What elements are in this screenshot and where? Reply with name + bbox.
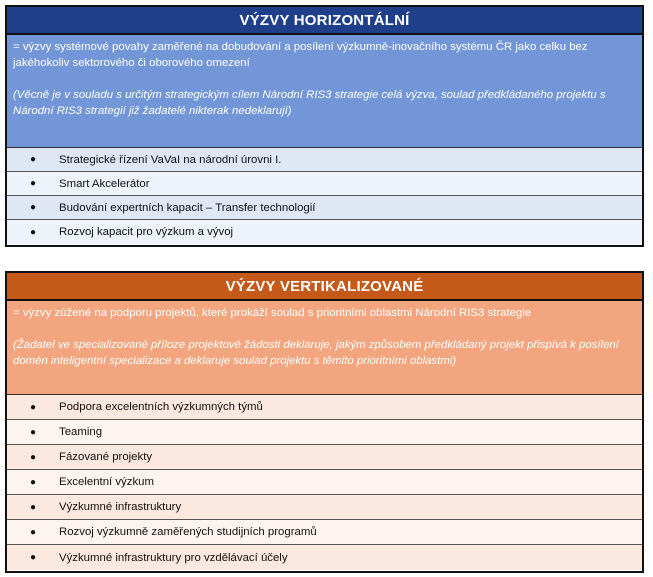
list-item-label: Smart Akcelerátor bbox=[59, 177, 150, 190]
list-item bbox=[7, 495, 642, 520]
bullet-icon: ● bbox=[29, 401, 37, 413]
bullet-icon: ● bbox=[29, 476, 37, 488]
horizontal-calls-note: (Věcně je v souladu s určitým strategickým cílem Národní RIS3 strategie celá výzva, soulad předkládaného projektu s Národní RIS3 strategií již žadatelé nikterak nedeklarují) bbox=[13, 89, 606, 117]
list-item bbox=[7, 148, 642, 172]
list-item-label: Rozvoj kapacit pro výzkum a vývoj bbox=[59, 226, 234, 238]
list-item-label: Fázované projekty bbox=[59, 451, 153, 463]
bullet-icon: ● bbox=[29, 451, 37, 463]
list-item bbox=[7, 520, 642, 545]
vertical-calls-description-block bbox=[7, 301, 642, 395]
horizontal-calls-description-block bbox=[7, 35, 642, 148]
bullet-icon: ● bbox=[29, 501, 37, 513]
list-item-label: Budování expertních kapacit – Transfer technologií bbox=[59, 201, 316, 214]
list-item-label: Strategické řízení VaVaI na národní úrovni I. bbox=[59, 153, 282, 166]
vertical-calls-description: = výzvy zúžené na podporu projektů, které prokáží soulad s prioritními oblastmi Národní RIS3 strategie bbox=[13, 307, 532, 319]
bullet-icon: ● bbox=[29, 426, 37, 438]
list-item-label: Excelentní výzkum bbox=[59, 476, 154, 488]
list-item bbox=[7, 545, 642, 570]
bullet-icon: ● bbox=[29, 202, 37, 213]
bullet-icon: ● bbox=[29, 226, 37, 238]
horizontal-calls-description: = výzvy systémové povahy zaměřené na dobudování a posílení výzkumně-inovačního systému ČR jako celku bez jakéhokoliv sektorového či oborového omezení bbox=[13, 41, 588, 69]
list-item-label: Teaming bbox=[59, 426, 103, 438]
bullet-icon: ● bbox=[29, 154, 37, 165]
list-item-label: Rozvoj výzkumně zaměřených studijních programů bbox=[59, 526, 317, 538]
list-item-label: Podpora excelentních výzkumných týmů bbox=[59, 401, 263, 413]
vertical-calls-note: (Žadatel ve specializované příloze projektové žádosti deklaruje, jakým způsobem předkládaný projekt přispívá k posílení domén inteligentní specializace a deklaruje soulad projektu s těmito prioritními oblastmi) bbox=[13, 339, 619, 367]
bullet-icon: ● bbox=[29, 178, 37, 189]
list-item-label: Výzkumné infrastruktury pro vzdělávací účely bbox=[59, 551, 288, 564]
list-item bbox=[7, 196, 642, 220]
bullet-icon: ● bbox=[29, 552, 37, 563]
horizontal-calls-table bbox=[5, 5, 644, 247]
list-item bbox=[7, 420, 642, 445]
list-item bbox=[7, 220, 642, 244]
bullet-icon: ● bbox=[29, 526, 37, 538]
vertical-calls-title: VÝZVY VERTIKALIZOVANÉ bbox=[7, 273, 642, 301]
horizontal-calls-title: VÝZVY HORIZONTÁLNÍ bbox=[7, 7, 642, 35]
list-item bbox=[7, 470, 642, 495]
list-item bbox=[7, 172, 642, 196]
vertical-calls-table bbox=[5, 271, 644, 573]
list-item bbox=[7, 395, 642, 420]
list-item bbox=[7, 445, 642, 470]
list-item-label: Výzkumné infrastruktury bbox=[59, 501, 182, 513]
